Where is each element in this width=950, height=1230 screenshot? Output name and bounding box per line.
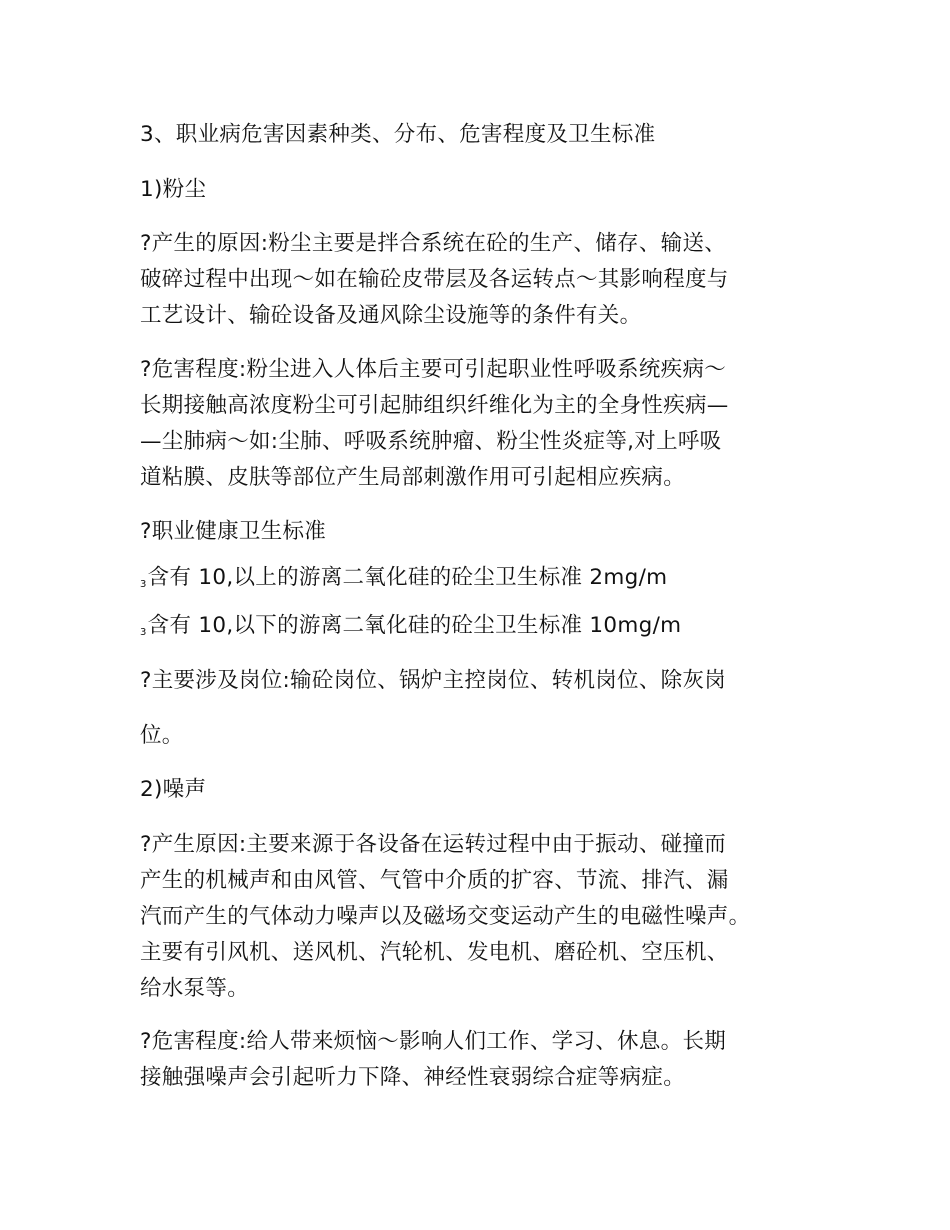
noise-cause-line: 给水泵等。 xyxy=(140,976,250,1001)
noise-cause-line: 汽而产生的气体动力噪声以及磁场交变运动产生的电磁性噪声。 xyxy=(140,904,751,929)
dust-harm-line: ?危害程度:粉尘进入人体后主要可引起职业性呼吸系统疾病～ xyxy=(140,357,727,382)
noise-cause-line: ?产生原因:主要来源于各设备在运转过程中由于振动、碰撞而 xyxy=(140,832,727,857)
dust-harm-line: —尘肺病～如:尘肺、呼吸系统肿瘤、粉尘性炎症等,对上呼吸 xyxy=(140,429,722,454)
dust-positions-line: ?主要涉及岗位:输砼岗位、锅炉主控岗位、转机岗位、除灰岗 xyxy=(140,668,727,693)
dust-standard-line xyxy=(140,564,667,596)
unit-superscript: 3 xyxy=(140,627,147,638)
dust-title: 1)粉尘 xyxy=(140,177,207,202)
noise-harm-line: ?危害程度:给人带来烦恼～影响人们工作、学习、休息。长期 xyxy=(140,1029,727,1054)
section-heading: 3、职业病危害因素种类、分布、危害程度及卫生标准 xyxy=(140,122,656,147)
dust-standard-title: ?职业健康卫生标准 xyxy=(140,519,327,544)
dust-standard-text: 含有 10,以上的游离二氧化硅的砼尘卫生标准 2mg/m xyxy=(147,565,668,590)
dust-cause-line: 工艺设计、输砼设备及通风除尘设施等的条件有关。 xyxy=(140,303,642,328)
dust-harm-line: 道粘膜、皮肤等部位产生局部刺激作用可引起相应疾病。 xyxy=(140,465,686,490)
noise-harm-line: 接触强噪声会引起听力下降、神经性衰弱综合症等病症。 xyxy=(140,1065,686,1090)
noise-title: 2)噪声 xyxy=(140,777,207,802)
dust-standard-text: 含有 10,以下的游离二氧化硅的砼尘卫生标准 10mg/m xyxy=(147,613,682,638)
noise-cause-line: 产生的机械声和由风管、气管中介质的扩容、节流、排汽、漏 xyxy=(140,868,729,893)
dust-positions-line: 位。 xyxy=(140,723,184,748)
unit-superscript: 3 xyxy=(140,579,147,590)
dust-standard-line xyxy=(140,612,681,644)
dust-cause-line: ?产生的原因:粉尘主要是拌合系统在砼的生产、储存、输送、 xyxy=(140,231,727,256)
noise-cause-line: 主要有引风机、送风机、汽轮机、发电机、磨砼机、空压机、 xyxy=(140,940,729,965)
dust-harm-line: 长期接触高浓度粉尘可引起肺组织纤维化为主的全身性疾病— xyxy=(140,393,729,418)
dust-cause-line: 破碎过程中出现～如在输砼皮带层及各运转点～其影响程度与 xyxy=(140,267,729,292)
